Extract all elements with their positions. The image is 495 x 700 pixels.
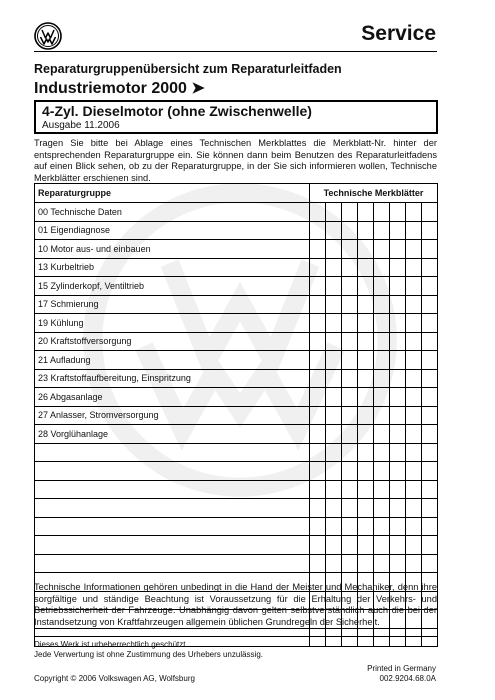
sheet-number-cell[interactable]	[390, 240, 406, 259]
sheet-number-cell[interactable]	[342, 240, 358, 259]
sheet-number-cell[interactable]	[342, 332, 358, 351]
sheet-number-cell[interactable]	[358, 203, 374, 222]
sheet-number-cell[interactable]	[406, 221, 422, 240]
sheet-number-cell[interactable]	[406, 369, 422, 388]
repair-group-cell: 15 Zylinderkopf, Ventiltrieb	[35, 277, 310, 296]
sheet-number-cell[interactable]	[422, 295, 438, 314]
sheet-number-cell[interactable]	[390, 628, 406, 647]
sheet-number-cell[interactable]	[342, 277, 358, 296]
table-row	[35, 240, 438, 259]
sheet-number-cell[interactable]	[310, 425, 326, 444]
sheet-number-cell[interactable]	[342, 499, 358, 518]
sheet-number-cell[interactable]	[374, 295, 390, 314]
table-row	[35, 480, 438, 499]
sheet-number-cell[interactable]	[310, 628, 326, 647]
sheet-number-cell[interactable]	[326, 443, 342, 462]
document-title: Industriemotor 2000 ➤	[34, 80, 205, 97]
table-row	[35, 536, 438, 555]
table-row	[35, 406, 438, 425]
document-subtitle: Reparaturgruppenübersicht zum Reparaturleitfaden	[34, 62, 342, 76]
sheet-number-cell[interactable]	[358, 443, 374, 462]
sheet-number-cell[interactable]	[374, 406, 390, 425]
sheet-number-cell[interactable]	[310, 480, 326, 499]
sheet-number-cell[interactable]	[342, 554, 358, 573]
sheet-number-cell[interactable]	[358, 480, 374, 499]
sheet-number-cell[interactable]	[326, 221, 342, 240]
sheet-number-cell[interactable]	[422, 462, 438, 481]
sheet-number-cell[interactable]	[422, 628, 438, 647]
sheet-number-cell[interactable]	[406, 240, 422, 259]
sheet-number-cell[interactable]	[390, 221, 406, 240]
table-row	[35, 295, 438, 314]
table-row	[35, 369, 438, 388]
sheet-number-cell[interactable]	[422, 203, 438, 222]
sheet-number-cell[interactable]	[310, 443, 326, 462]
printed-in: Printed in Germany	[367, 664, 436, 673]
sheet-number-cell[interactable]	[374, 388, 390, 407]
sheet-number-cell[interactable]	[326, 314, 342, 333]
col-header-group: Reparaturgruppe	[35, 184, 310, 203]
sheet-number-cell[interactable]	[342, 388, 358, 407]
sheet-number-cell[interactable]	[406, 388, 422, 407]
repair-group-cell: 01 Eigendiagnose	[35, 221, 310, 240]
sheet-number-cell[interactable]	[422, 258, 438, 277]
sheet-number-cell[interactable]	[406, 203, 422, 222]
sheet-number-cell[interactable]	[390, 277, 406, 296]
header-divider	[34, 51, 437, 52]
sheet-number-cell[interactable]	[326, 369, 342, 388]
sheet-number-cell[interactable]	[374, 536, 390, 555]
sheet-number-cell[interactable]	[310, 332, 326, 351]
engine-type: 4-Zyl. Dieselmotor (ohne Zwischenwelle)	[42, 103, 312, 119]
sheet-number-cell[interactable]	[326, 388, 342, 407]
sheet-number-cell[interactable]	[342, 351, 358, 370]
sheet-number-cell[interactable]	[390, 258, 406, 277]
sheet-number-cell[interactable]	[374, 351, 390, 370]
sheet-number-cell[interactable]	[342, 203, 358, 222]
sheet-number-cell[interactable]	[358, 277, 374, 296]
table-row	[35, 203, 438, 222]
sheet-number-cell[interactable]	[422, 221, 438, 240]
sheet-number-cell[interactable]	[374, 628, 390, 647]
sheet-number-cell[interactable]	[310, 240, 326, 259]
sheet-number-cell[interactable]	[374, 314, 390, 333]
sheet-number-cell[interactable]	[326, 462, 342, 481]
sheet-number-cell[interactable]	[342, 406, 358, 425]
sheet-number-cell[interactable]	[310, 517, 326, 536]
sheet-number-cell[interactable]	[422, 499, 438, 518]
sheet-number-cell[interactable]	[358, 332, 374, 351]
sheet-number-cell[interactable]	[326, 425, 342, 444]
sheet-number-cell[interactable]	[406, 351, 422, 370]
sheet-number-cell[interactable]	[374, 221, 390, 240]
table-row	[35, 221, 438, 240]
sheet-number-cell[interactable]	[358, 425, 374, 444]
sheet-number-cell[interactable]	[310, 388, 326, 407]
sheet-number-cell[interactable]	[374, 277, 390, 296]
repair-group-cell: 13 Kurbeltrieb	[35, 258, 310, 277]
sheet-number-cell[interactable]	[374, 554, 390, 573]
sheet-number-cell[interactable]	[390, 314, 406, 333]
sheet-number-cell[interactable]	[310, 536, 326, 555]
sheet-number-cell[interactable]	[326, 554, 342, 573]
repair-group-cell	[35, 480, 310, 499]
engine-box	[34, 100, 438, 134]
sheet-number-cell[interactable]	[390, 369, 406, 388]
repair-group-cell: 10 Motor aus- und einbauen	[35, 240, 310, 259]
table-row	[35, 258, 438, 277]
sheet-number-cell[interactable]	[422, 332, 438, 351]
sheet-number-cell[interactable]	[326, 406, 342, 425]
repair-group-table	[34, 183, 438, 647]
sheet-number-cell[interactable]	[374, 369, 390, 388]
sheet-number-cell[interactable]	[310, 351, 326, 370]
table-row	[35, 554, 438, 573]
sheet-number-cell[interactable]	[422, 314, 438, 333]
sheet-number-cell[interactable]	[342, 628, 358, 647]
table-row	[35, 499, 438, 518]
table-row	[35, 277, 438, 296]
sheet-number-cell[interactable]	[310, 314, 326, 333]
volkswagen-logo-icon	[34, 22, 62, 50]
footer-divider	[34, 636, 437, 637]
part-number: 002.9204.68.0A	[379, 674, 436, 683]
sheet-number-cell[interactable]	[310, 369, 326, 388]
sheet-number-cell[interactable]	[406, 295, 422, 314]
repair-group-cell: 17 Schmierung	[35, 295, 310, 314]
sheet-number-cell[interactable]	[406, 314, 422, 333]
sheet-number-cell[interactable]	[406, 499, 422, 518]
sheet-number-cell[interactable]	[326, 203, 342, 222]
sheet-number-cell[interactable]	[358, 258, 374, 277]
table-body	[35, 203, 438, 647]
sheet-number-cell[interactable]	[422, 536, 438, 555]
repair-group-cell: 19 Kühlung	[35, 314, 310, 333]
sheet-number-cell[interactable]	[390, 406, 406, 425]
table-row	[35, 332, 438, 351]
sheet-number-cell[interactable]	[390, 203, 406, 222]
sheet-number-cell[interactable]	[358, 240, 374, 259]
sheet-number-cell[interactable]	[358, 536, 374, 555]
sheet-number-cell[interactable]	[374, 499, 390, 518]
sheet-number-cell[interactable]	[406, 425, 422, 444]
copyright-line: Copyright © 2006 Volkswagen AG, Wolfsburg	[34, 674, 195, 683]
service-label: Service	[361, 22, 436, 45]
sheet-number-cell[interactable]	[406, 277, 422, 296]
sheet-number-cell[interactable]	[422, 369, 438, 388]
sheet-number-cell[interactable]	[406, 628, 422, 647]
sheet-number-cell[interactable]	[422, 517, 438, 536]
sheet-number-cell[interactable]	[374, 332, 390, 351]
repair-group-cell: 00 Technische Daten	[35, 203, 310, 222]
sheet-number-cell[interactable]	[422, 277, 438, 296]
sheet-number-cell[interactable]	[310, 221, 326, 240]
sheet-number-cell[interactable]	[342, 314, 358, 333]
sheet-number-cell[interactable]	[310, 406, 326, 425]
sheet-number-cell[interactable]	[390, 388, 406, 407]
sheet-number-cell[interactable]	[390, 295, 406, 314]
sheet-number-cell[interactable]	[358, 517, 374, 536]
sheet-number-cell[interactable]	[342, 221, 358, 240]
sheet-number-cell[interactable]	[310, 462, 326, 481]
sheet-number-cell[interactable]	[422, 480, 438, 499]
safety-note: Technische Informationen gehören unbedingt in die Hand der Meister und Mechaniker, denn ihre sorgfältige und ständige Beachtung ist Voraussetzung für die Erhaltung der Verkehrs- und Betriebssicherheit der Fahrzeuge. Unabhängig davon gelten selbstverständlich auch die bei der Instandsetzung von Kraftfahrzeugen allgemein üblichen Grundregeln der Sicherheit.	[34, 582, 437, 627]
sheet-number-cell[interactable]	[374, 203, 390, 222]
repair-group-cell: 23 Kraftstoffaufbereitung, Einspritzung	[35, 369, 310, 388]
edition-date: Ausgabe 11.2006	[42, 120, 120, 131]
sheet-number-cell[interactable]	[390, 517, 406, 536]
table-row	[35, 388, 438, 407]
sheet-number-cell[interactable]	[390, 480, 406, 499]
table-row	[35, 517, 438, 536]
sheet-number-cell[interactable]	[422, 351, 438, 370]
repair-group-cell	[35, 443, 310, 462]
sheet-number-cell[interactable]	[406, 462, 422, 481]
sheet-number-cell[interactable]	[422, 443, 438, 462]
sheet-number-cell[interactable]	[342, 462, 358, 481]
intro-text: Tragen Sie bitte bei Ablage eines Technischen Merkblattes die Merkblatt-Nr. hinter der entsprechenden Reparaturgruppe ein. Sie können dann beim Benutzen des Reparaturleitfadens auf einen Blick sehen, ob zu der Reparaturgruppe, in der Sie sich informieren wollen, Technische Merkblätter erschienen sind.	[34, 138, 437, 183]
sheet-number-cell[interactable]	[310, 499, 326, 518]
table-row	[35, 462, 438, 481]
sheet-number-cell[interactable]	[342, 369, 358, 388]
repair-group-cell	[35, 462, 310, 481]
sheet-number-cell[interactable]	[406, 258, 422, 277]
sheet-number-cell[interactable]	[374, 480, 390, 499]
sheet-number-cell[interactable]	[326, 351, 342, 370]
sheet-number-cell[interactable]	[406, 517, 422, 536]
sheet-number-cell[interactable]	[406, 332, 422, 351]
sheet-number-cell[interactable]	[390, 554, 406, 573]
table-row	[35, 351, 438, 370]
sheet-number-cell[interactable]	[422, 240, 438, 259]
sheet-number-cell[interactable]	[342, 480, 358, 499]
sheet-number-cell[interactable]	[358, 314, 374, 333]
sheet-number-cell[interactable]	[390, 499, 406, 518]
sheet-number-cell[interactable]	[358, 369, 374, 388]
sheet-number-cell[interactable]	[422, 425, 438, 444]
sheet-number-cell[interactable]	[310, 295, 326, 314]
sheet-number-cell[interactable]	[390, 462, 406, 481]
col-header-sheets: Technische Merkblätter	[310, 184, 438, 203]
table-header-row	[35, 184, 438, 203]
repair-group-cell: 20 Kraftstoffversorgung	[35, 332, 310, 351]
sheet-number-cell[interactable]	[342, 536, 358, 555]
repair-group-cell: 21 Aufladung	[35, 351, 310, 370]
table-row	[35, 425, 438, 444]
sheet-number-cell[interactable]	[406, 480, 422, 499]
sheet-number-cell[interactable]	[422, 406, 438, 425]
sheet-number-cell[interactable]	[326, 536, 342, 555]
table-row	[35, 443, 438, 462]
sheet-number-cell[interactable]	[342, 425, 358, 444]
sheet-number-cell[interactable]	[374, 462, 390, 481]
sheet-number-cell[interactable]	[374, 258, 390, 277]
sheet-number-cell[interactable]	[342, 443, 358, 462]
table-row	[35, 314, 438, 333]
sheet-number-cell[interactable]	[422, 554, 438, 573]
sheet-number-cell[interactable]	[342, 517, 358, 536]
sheet-number-cell[interactable]	[342, 258, 358, 277]
repair-group-cell	[35, 499, 310, 518]
sheet-number-cell[interactable]	[374, 517, 390, 536]
sheet-number-cell[interactable]	[358, 406, 374, 425]
sheet-number-cell[interactable]	[310, 203, 326, 222]
copyright-notice-1: Dieses Werk ist urheberrechtlich geschützt.	[34, 640, 188, 649]
sheet-number-cell[interactable]	[390, 536, 406, 555]
repair-group-cell: 27 Anlasser, Stromversorgung	[35, 406, 310, 425]
sheet-number-cell[interactable]	[326, 332, 342, 351]
sheet-number-cell[interactable]	[358, 388, 374, 407]
sheet-number-cell[interactable]	[390, 351, 406, 370]
sheet-number-cell[interactable]	[406, 536, 422, 555]
sheet-number-cell[interactable]	[310, 554, 326, 573]
sheet-number-cell[interactable]	[326, 499, 342, 518]
sheet-number-cell[interactable]	[326, 258, 342, 277]
sheet-number-cell[interactable]	[406, 443, 422, 462]
sheet-number-cell[interactable]	[358, 295, 374, 314]
repair-group-cell	[35, 554, 310, 573]
sheet-number-cell[interactable]	[358, 554, 374, 573]
sheet-number-cell[interactable]	[358, 462, 374, 481]
repair-group-cell	[35, 517, 310, 536]
sheet-number-cell[interactable]	[310, 258, 326, 277]
sheet-number-cell[interactable]	[326, 295, 342, 314]
sheet-number-cell[interactable]	[390, 443, 406, 462]
sheet-number-cell[interactable]	[326, 480, 342, 499]
sheet-number-cell[interactable]	[326, 517, 342, 536]
sheet-number-cell[interactable]	[326, 277, 342, 296]
sheet-number-cell[interactable]	[390, 425, 406, 444]
sheet-number-cell[interactable]	[342, 295, 358, 314]
copyright-notice-2: Jede Verwertung ist ohne Zustimmung des Urhebers unzulässig.	[34, 650, 264, 659]
repair-group-cell: 26 Abgasanlage	[35, 388, 310, 407]
sheet-number-cell[interactable]	[374, 443, 390, 462]
sheet-number-cell[interactable]	[358, 351, 374, 370]
repair-group-cell	[35, 536, 310, 555]
repair-group-cell: 28 Vorglühanlage	[35, 425, 310, 444]
sheet-number-cell[interactable]	[326, 628, 342, 647]
sheet-number-cell[interactable]	[406, 406, 422, 425]
sheet-number-cell[interactable]	[374, 425, 390, 444]
sheet-number-cell[interactable]	[358, 628, 374, 647]
sheet-number-cell[interactable]	[326, 240, 342, 259]
sheet-number-cell[interactable]	[358, 499, 374, 518]
sheet-number-cell[interactable]	[374, 240, 390, 259]
sheet-number-cell[interactable]	[390, 332, 406, 351]
sheet-number-cell[interactable]	[358, 221, 374, 240]
sheet-number-cell[interactable]	[406, 554, 422, 573]
sheet-number-cell[interactable]	[310, 277, 326, 296]
sheet-number-cell[interactable]	[422, 388, 438, 407]
